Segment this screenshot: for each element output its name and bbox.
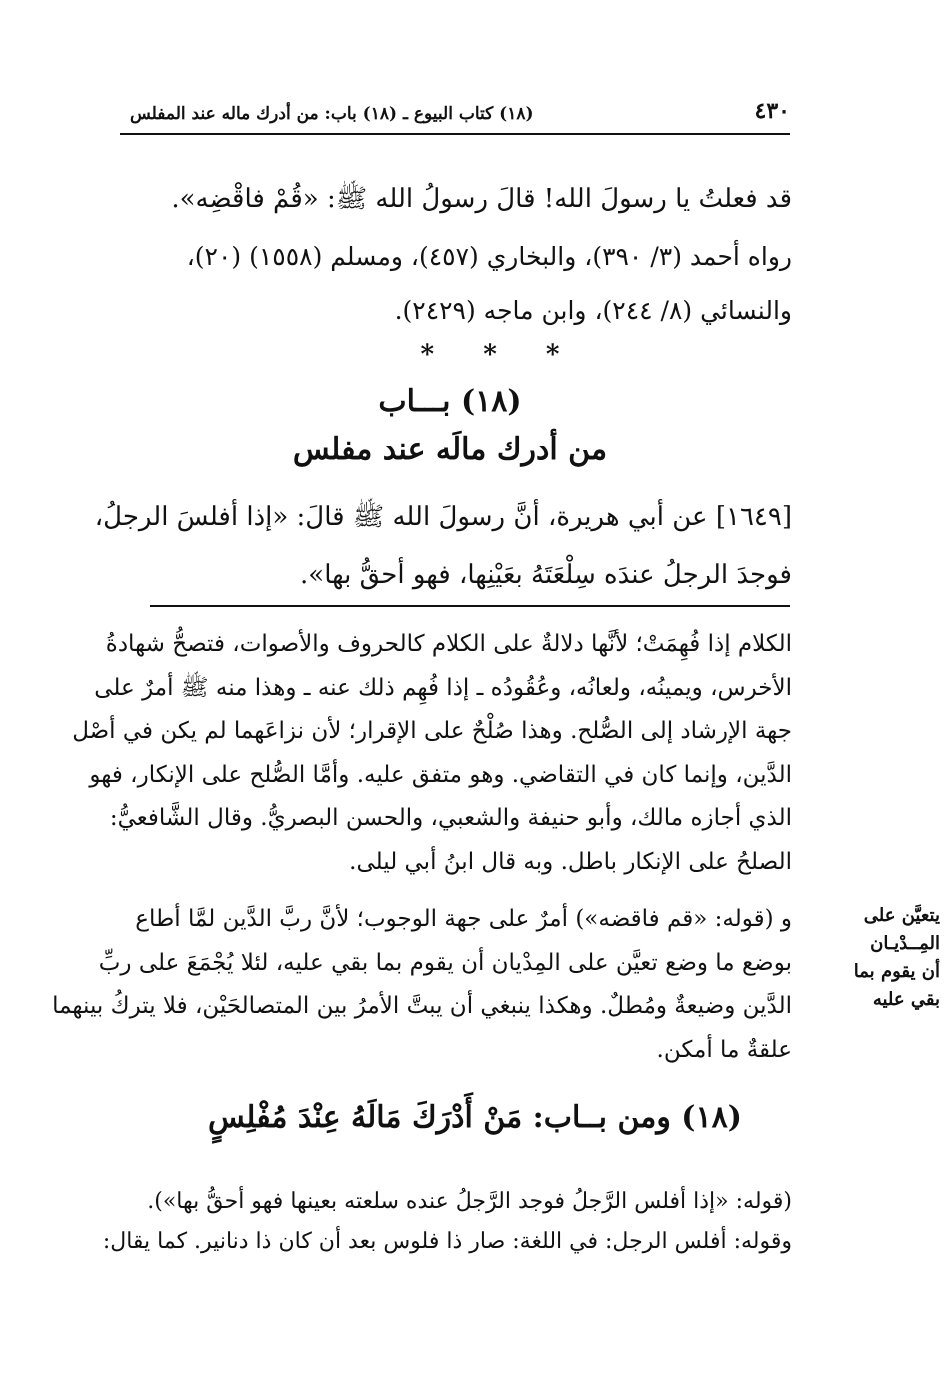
margin-note-line: أن يقوم بما — [853, 961, 940, 982]
header-rule — [120, 133, 790, 135]
text-line: والنسائي (٨/ ٢٤٤)، وابن ماجه (٢٤٢٩). — [394, 296, 792, 325]
text-line: الدَّين، وإنما كان في التقاضي. وهو متفق عليه. وأمَّا الصُّلح على الإنكار، فهو — [89, 761, 792, 788]
chapter-number: (١٨) بـــاب — [378, 384, 522, 419]
source-paragraph — [40, 230, 792, 338]
chapter-title — [200, 378, 700, 474]
margin-note — [800, 902, 940, 1014]
text-line: رواه أحمد (٣/ ٣٩٠)، والبخاري (٤٥٧)، ومسلم (١٥٥٨) (٢٠)، — [186, 242, 792, 271]
text-line: الأخرس، ويمينُه، ولعانُه، وعُقُودُه ـ إذا فُهِم ذلك عنه ـ وهذا منه ﷺ أمرٌ على — [94, 674, 792, 701]
hadith-text — [40, 488, 792, 604]
text-line: و (قوله: «قم فاقضه») أمرٌ على جهة الوجوب؛ لأنَّ ربَّ الدَّين لمَّا أطاع — [135, 906, 792, 932]
text-line: الدَّين وضيعةٌ ومُطلٌ. وهكذا ينبغي أن يبتَّ الأمرُ بين المتصالحَيْن، فلا يتركُ بينهما — [52, 993, 792, 1019]
commentary-paragraph-3 — [40, 1182, 792, 1262]
margin-note-line: بقي عليه — [872, 989, 940, 1010]
text-line: [١٦٤٩] عن أبي هريرة، أنَّ رسولَ الله ﷺ قالَ: «إذا أفلسَ الرجلُ، — [94, 502, 792, 532]
top-paragraph — [90, 170, 792, 228]
commentary-paragraph-1 — [40, 623, 792, 884]
text-line: قد فعلتُ يا رسولَ الله! قالَ رسولُ الله ﷺ: «قُمْ فاقْضِه». — [171, 184, 792, 214]
text-line: وقوله: أفلس الرجل: في اللغة: صار ذا فلوس بعد أن كان ذا دنانير. كما يقال: — [102, 1229, 792, 1254]
text-line: الكلام إذا فُهِمَتْ؛ لأنَّها دلالةٌ على الكلام كالحروف والأصوات، فتصحُّ شهادةُ — [105, 631, 792, 657]
text-line: علقةٌ ما أمكن. — [656, 1036, 792, 1063]
running-head: (١٨) كتاب البيوع ـ (١٨) باب: من أدرك ماله عند المفلس — [130, 104, 534, 124]
chapter-name: من أدرك مالَه عند مفلس — [292, 432, 608, 467]
text-line: جهة الإرشاد إلى الصُّلح. وهذا صُلْحٌ على الإقرار؛ لأن نزاعَهما لم يكن في أصْل — [72, 718, 792, 744]
commentary-divider — [150, 605, 790, 607]
text-line: الذي أجازه مالك، وأبو حنيفة والشعبي، والحسن البصريُّ. وقال الشَّافعيُّ: — [109, 805, 792, 831]
text-line: بوضع ما وضع تعيَّن على المِدْيان أن يقوم بما بقي عليه، لئلا يُجْمَعَ على ربِّ — [98, 949, 792, 976]
section-separator: * * * — [420, 340, 560, 370]
margin-note-line: يتعيَّن على — [863, 905, 940, 926]
text-line: الصلحُ على الإنكار باطل. وبه قال ابنُ أبي ليلى. — [349, 848, 792, 875]
page-header — [120, 96, 790, 136]
section-heading: (١٨) ومن بــاب: مَنْ أَدْرَكَ مَالَهُ عِنْدَ مُفْلِسٍ — [208, 1100, 742, 1135]
text-line: فوجدَ الرجلُ عندَه سِلْعَتَهُ بعَيْنِها، فهو أحقُّ بها». — [300, 560, 792, 590]
margin-note-line: المِــدْيـان — [870, 933, 940, 954]
commentary-paragraph-2 — [40, 898, 792, 1072]
page-number: ٤٣٠ — [754, 98, 790, 124]
text-line: (قوله: «إذا أفلس الرَّجلُ فوجد الرَّجلُ عنده سلعته بعينها فهو أحقُّ بها»). — [147, 1189, 792, 1214]
